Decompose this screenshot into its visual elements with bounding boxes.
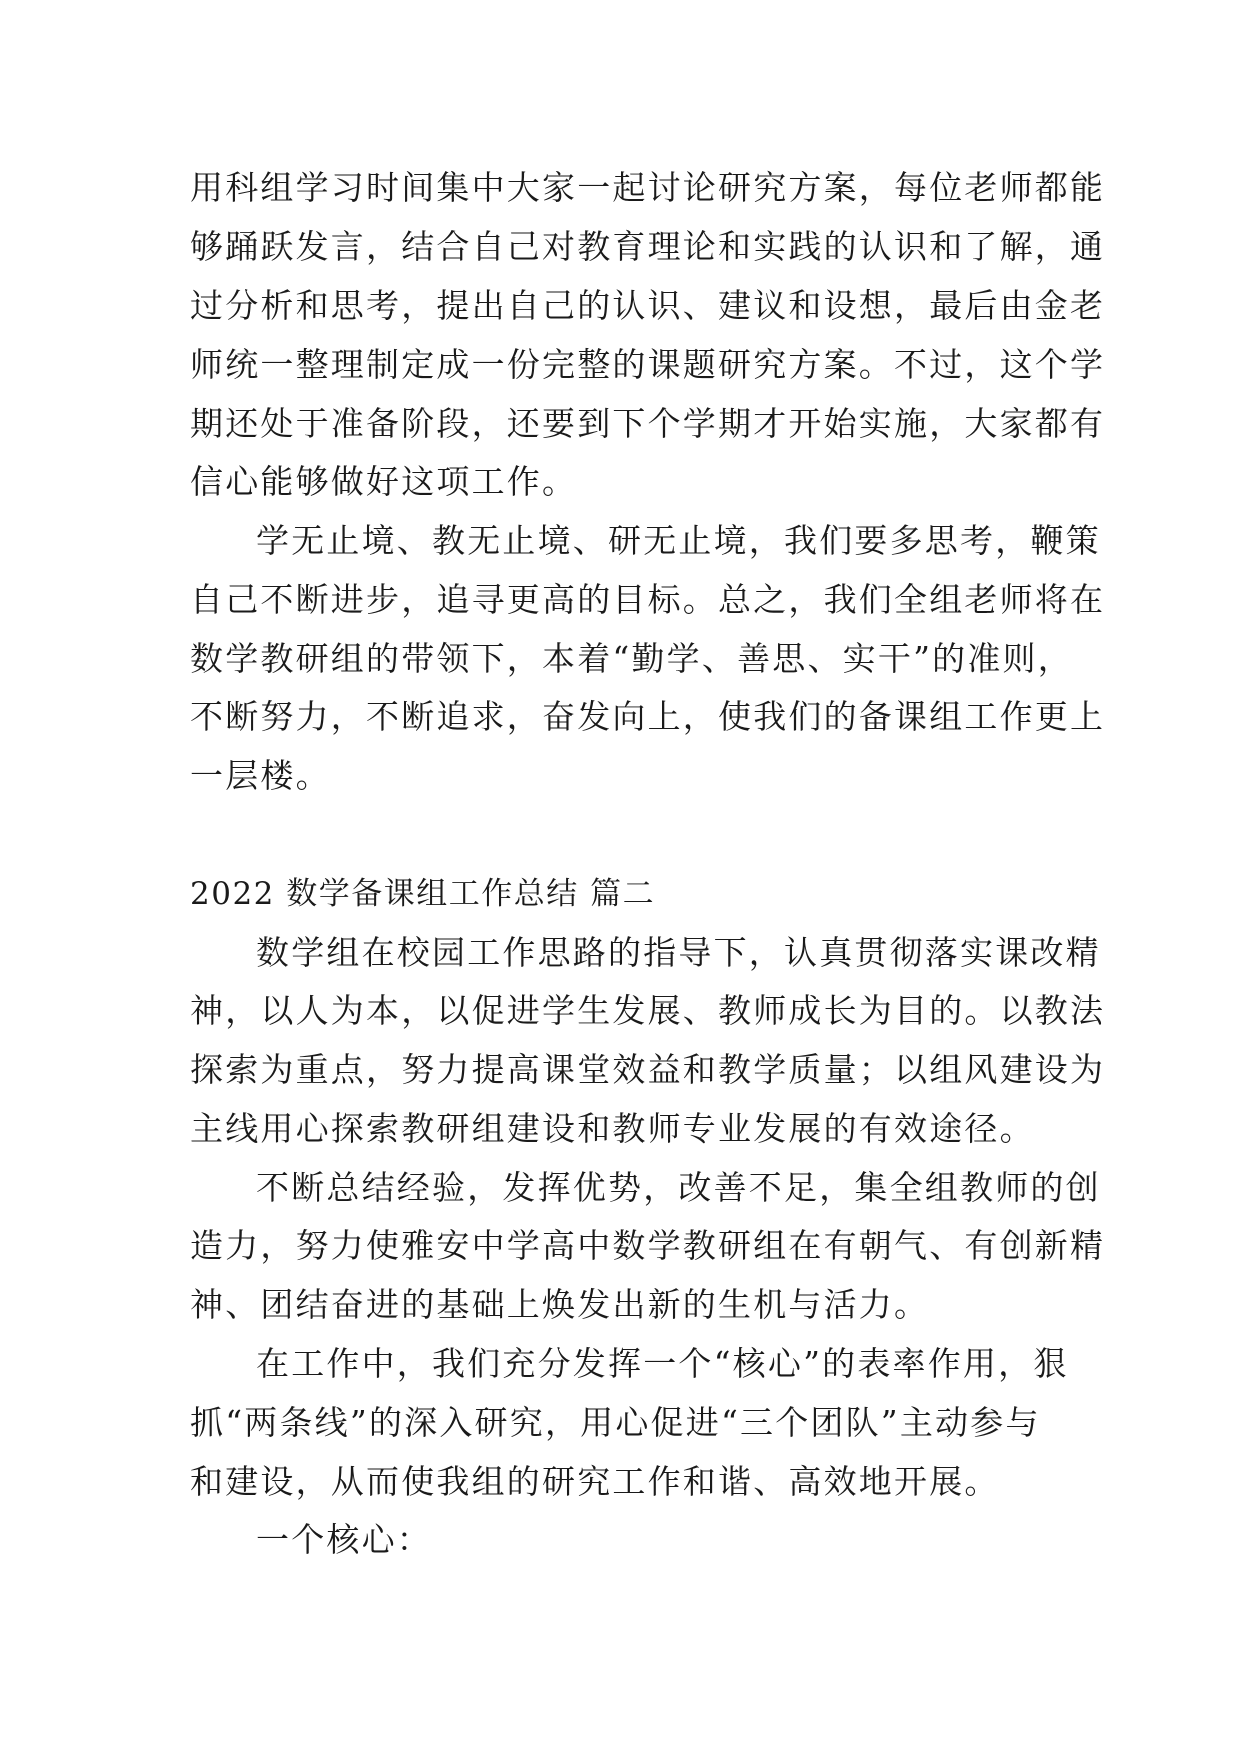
paragraph-line: 神，以人为本，以促进学生发展、教师成长为目的。以教法 bbox=[190, 991, 1106, 1030]
paragraph-line: 师统一整理制定成一份完整的课题研究方案。不过，这个学 bbox=[190, 345, 1106, 384]
paragraph-line: 神、团结奋进的基础上焕发出新的生机与活力。 bbox=[190, 1285, 930, 1324]
paragraph-line: 抓“两条线”的深入研究，用心促进“三个团队”主动参与 bbox=[190, 1403, 1041, 1442]
paragraph-line: 一个核心： bbox=[256, 1520, 432, 1559]
paragraph-line: 主线用心探索教研组建设和教师专业发展的有效途径。 bbox=[190, 1109, 1035, 1148]
paragraph-line: 一层楼。 bbox=[190, 756, 331, 795]
paragraph-line: 造力，努力使雅安中学高中数学教研组在有朝气、有创新精 bbox=[190, 1226, 1106, 1265]
section-heading: 2022 数学备课组工作总结 篇二 bbox=[190, 876, 656, 912]
paragraph-line: 自己不断进步，追寻更高的目标。总之，我们全组老师将在 bbox=[190, 580, 1106, 619]
paragraph-line: 不断努力，不断追求，奋发向上，使我们的备课组工作更上 bbox=[190, 697, 1106, 736]
paragraph-line: 够踊跃发言，结合自己对教育理论和实践的认识和了解，通 bbox=[190, 227, 1106, 266]
paragraph-line: 期还处于准备阶段，还要到下个学期才开始实施，大家都有 bbox=[190, 404, 1106, 443]
paragraph-line: 过分析和思考，提出自己的认识、建议和设想，最后由金老 bbox=[190, 286, 1106, 325]
paragraph-line: 探索为重点，努力提高课堂效益和教学质量；以组风建设为 bbox=[190, 1050, 1106, 1089]
paragraph-line: 不断总结经验，发挥优势，改善不足，集全组教师的创 bbox=[256, 1168, 1101, 1207]
paragraph-line: 在工作中，我们充分发挥一个“核心”的表率作用，狠 bbox=[256, 1344, 1069, 1383]
paragraph-line: 学无止境、教无止境、研无止境，我们要多思考，鞭策 bbox=[256, 521, 1101, 560]
paragraph-line: 用科组学习时间集中大家一起讨论研究方案，每位老师都能 bbox=[190, 168, 1106, 207]
paragraph-line: 和建设，从而使我组的研究工作和谐、高效地开展。 bbox=[190, 1462, 1000, 1501]
paragraph-line: 数学教研组的带领下，本着“勤学、善思、实干”的准则， bbox=[190, 639, 1073, 678]
paragraph-line: 信心能够做好这项工作。 bbox=[190, 462, 578, 501]
paragraph-line: 数学组在校园工作思路的指导下，认真贯彻落实课改精 bbox=[256, 933, 1101, 972]
